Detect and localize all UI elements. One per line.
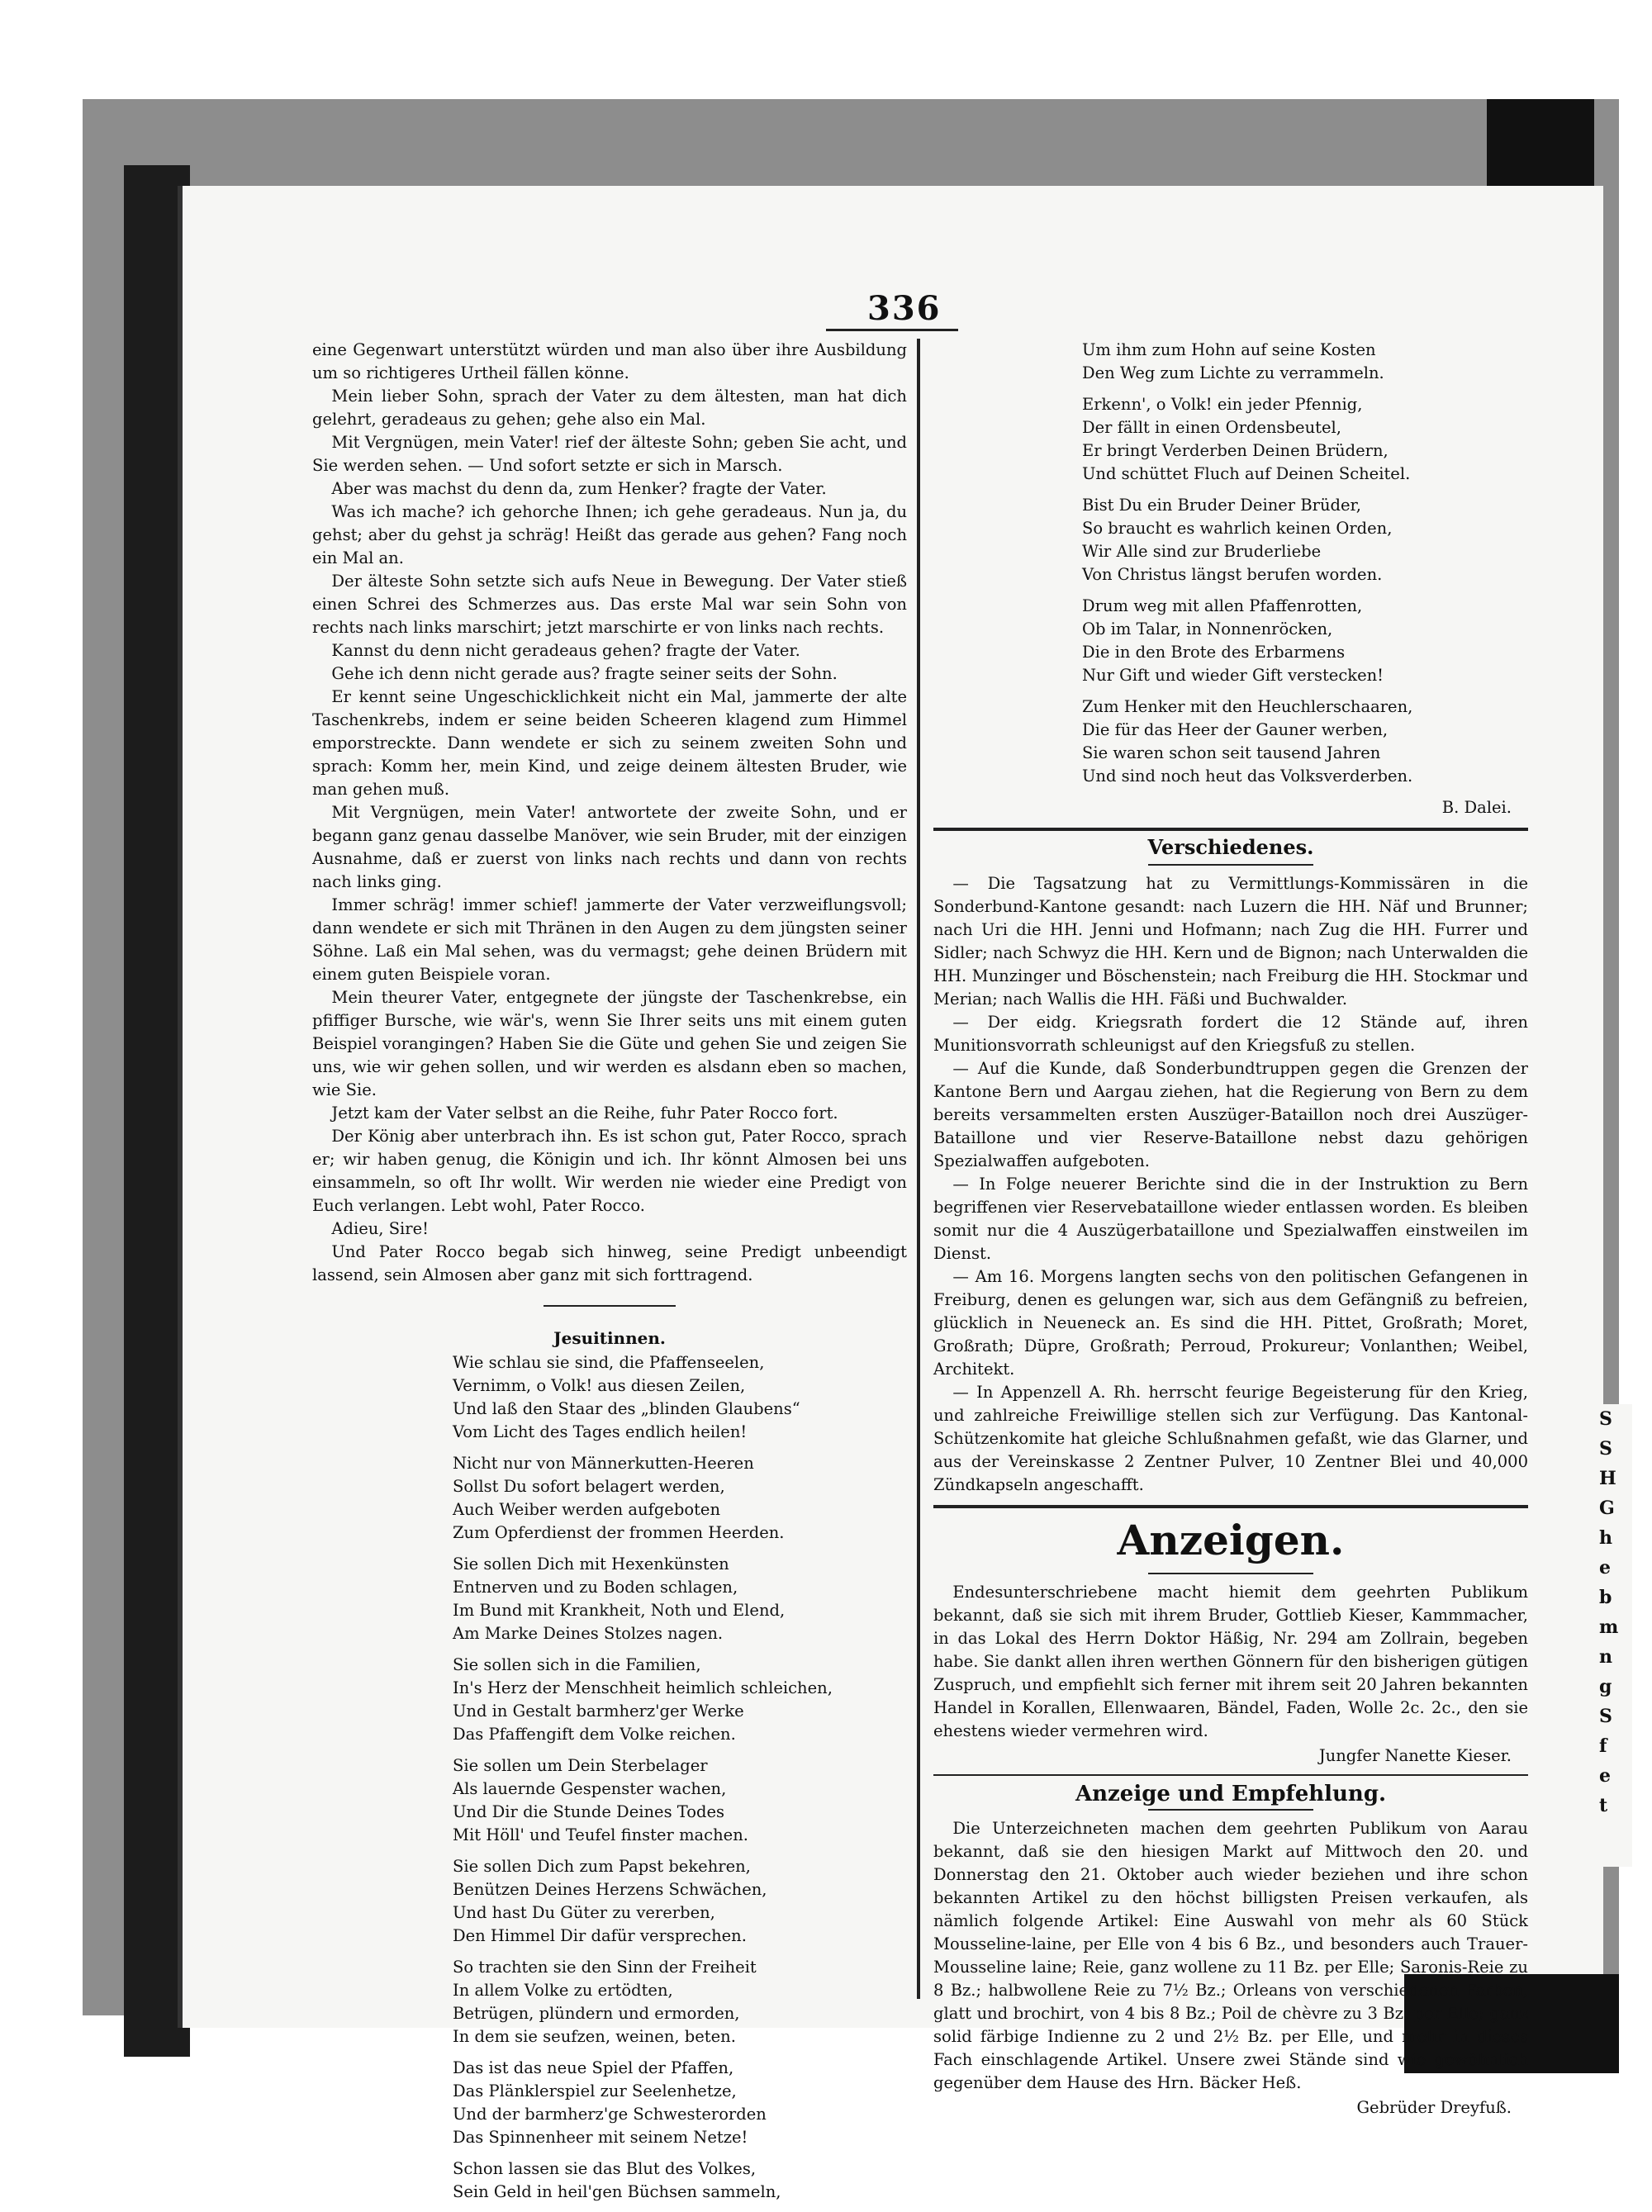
poem-line: Der fällt in einen Ordensbeutel, <box>1082 418 1341 437</box>
poem-line: Und der barmherz'ge Schwesterorden <box>453 2105 767 2124</box>
poem-line: Um ihm zum Hohn auf seine Kosten <box>1082 340 1376 359</box>
column-divider <box>917 339 920 1999</box>
verschiedenes-heading: Verschiedenes. <box>1147 835 1314 859</box>
advertisement-text: Endesunterschriebene macht hiemit dem geehrten Publikum bekannt, daß sie sich mit ihrem Bruder, Gottlieb Kieser, Kammmacher, in das Lokal des Herrn Doktor Häßig, Nr. 294 am Zollrain, begeben habe. Sie dankt allen ihren werthen Gönnern für den bisherigen gütigen Zuspruch, und empfiehlt sich ferner mit ihrem seit 20 Jahren bekannten Handel in Korallen, Ellenwaaren, Bändel, Faden, Wolle 2c. 2c., den sie ehestens wieder vermehren wird. <box>933 1583 1528 1740</box>
poem-line: Sie sollen Dich zum Papst bekehren, <box>453 1857 751 1876</box>
poem-line: Erkenn', o Volk! ein jeder Pfennig, <box>1082 395 1363 414</box>
adjacent-page-fragment <box>1599 1404 1632 1867</box>
poem-line: Und in Gestalt barmherz'ger Werke <box>453 1702 744 1721</box>
poem-line: Bist Du ein Bruder Deiner Brüder, <box>1082 496 1361 515</box>
fragment-letter: b <box>1599 1587 1612 1608</box>
poem-line: Das ist das neue Spiel der Pfaffen, <box>453 2058 734 2077</box>
poem-line: Und hast Du Güter zu vererben, <box>453 1903 715 1922</box>
poem-stanza <box>1082 695 1528 788</box>
poem-separator-rule <box>544 1305 676 1307</box>
section-rule <box>933 1774 1528 1776</box>
news-item: — Am 16. Morgens langten sechs von den politischen Gefangenen in Freiburg, denen es gelungen war, sich aus dem Gefängniß zu befreien, glücklich in Neueneck an. Es sind die HH. Pittet, Großrath; Moret, Großrath; Düpre, Großrath; Perroud, Prokureur; Vonlanthen; Weibel, Architekt. <box>933 1267 1528 1379</box>
story-paragraph: Mein theurer Vater, entgegnete der jüngste der Taschenkrebse, ein pfiffiger Bursche, wie wär's, wenn Sie Ihrer seits uns mit einem guten Beispiel vorangingen? Haben Sie die Güte und gehen Sie und zeigen Sie uns, wie wir gehen sollen, und wir werden es alsdann eben so machen, wie Sie. <box>312 988 907 1099</box>
poem-stanza <box>453 1452 907 1545</box>
poem-line: Und laß den Staar des „blinden Glaubens“ <box>453 1399 800 1418</box>
poem-line: Sie sollen Dich mit Hexenkünsten <box>453 1555 729 1574</box>
poem-title: Jesuitinnen. <box>553 1328 666 1348</box>
poem-line: Am Marke Deines Stolzes nagen. <box>453 1624 724 1643</box>
poem-line: So braucht es wahrlich keinen Orden, <box>1082 519 1393 538</box>
story-paragraph: Mit Vergnügen, mein Vater! rief der älteste Sohn; geben Sie acht, und Sie werden sehen. — Und sofort setzte er sich in Marsch. <box>312 433 907 475</box>
fragment-letter: f <box>1599 1735 1607 1757</box>
fragment-letter: S <box>1599 1706 1612 1727</box>
fragment-letter: e <box>1599 1765 1611 1787</box>
poem-line: Entnerven und zu Boden schlagen, <box>453 1578 738 1597</box>
poem-line: In allem Volke zu ertödten, <box>453 1981 673 2000</box>
scan-border-top <box>1487 99 1594 198</box>
poem-stanza <box>453 1553 907 1645</box>
page-number: 336 <box>867 289 942 328</box>
poem-line: Sollst Du sofort belagert werden, <box>453 1477 725 1496</box>
fragment-letter: g <box>1599 1676 1612 1697</box>
poem-line: Betrügen, plündern und ermorden, <box>453 2004 740 2023</box>
story-paragraph: Adieu, Sire! <box>331 1219 429 1238</box>
poem-line: Das Plänklerspiel zur Seelenhetze, <box>453 2081 737 2100</box>
story-paragraph: Mein lieber Sohn, sprach der Vater zu dem ältesten, man hat dich gelehrt, geradeaus zu gehen; gehe also ein Mal. <box>312 387 907 429</box>
left-column <box>312 339 907 2212</box>
right-column <box>933 339 1528 2119</box>
poem-line: Zum Henker mit den Heuchlerschaaren, <box>1082 697 1413 716</box>
heading-underline <box>1148 1573 1313 1574</box>
poem-line: Sein Geld in heil'gen Büchsen sammeln, <box>453 2182 781 2201</box>
fragment-letter: n <box>1599 1646 1612 1668</box>
poem-line: Vernimm, o Volk! aus diesen Zeilen, <box>453 1376 746 1395</box>
heading-underline <box>1148 864 1313 866</box>
story-paragraph: Immer schräg! immer schief! jammerte der Vater verzweiflungsvoll; dann wendete er sich mit Thränen in den Augen zu dem jüngsten seiner Söhne. Laß ein Mal sehen, was du vermagst; gehe deinen Brüdern mit einem guten Beispiele voran. <box>312 895 907 984</box>
poem-line: Sie waren schon seit tausend Jahren <box>1082 743 1381 762</box>
poem-stanza <box>453 1956 907 2048</box>
story-paragraph: Gehe ich denn nicht gerade aus? fragte seiner seits der Sohn. <box>331 664 838 683</box>
fragment-letter: h <box>1599 1527 1612 1549</box>
poem-line: Das Pfaffengift dem Volke reichen. <box>453 1725 736 1744</box>
story-paragraph: eine Gegenwart unterstützt würden und man also über ihre Ausbildung um so richtigeres Urtheil fällen könne. <box>312 340 907 382</box>
poem-line: Von Christus längst berufen worden. <box>1082 565 1383 584</box>
poem-stanza <box>453 1351 907 1444</box>
poem-stanza <box>453 1654 907 1746</box>
advertisement-signature: Jungfer Nanette Kieser. <box>1318 1746 1512 1765</box>
poem-line: Nur Gift und wieder Gift verstecken! <box>1082 666 1384 685</box>
poem-stanza <box>453 2057 907 2149</box>
news-item: — Der eidg. Kriegsrath fordert die 12 Stände auf, ihren Munitionsvorrath schleunigst auf den Kriegsfuß zu stellen. <box>933 1013 1528 1055</box>
poem-line: So trachten sie den Sinn der Freiheit <box>453 1958 757 1977</box>
poem-line: Den Weg zum Lichte zu verrammeln. <box>1082 363 1384 382</box>
poem-line: Drum weg mit allen Pfaffenrotten, <box>1082 596 1363 615</box>
poem-stanza <box>1082 393 1528 486</box>
story-paragraph: Er kennt seine Ungeschicklichkeit nicht ein Mal, jammerte der alte Taschenkrebs, indem er seine beiden Scheeren klagend zum Himmel emporstreckte. Dann wendete er sich zu seinem zweiten Sohn und sprach: Komm her, mein Kind, und zeige deinem ältesten Bruder, wie man gehen muß. <box>312 687 907 799</box>
news-item: — In Appenzell A. Rh. herrscht feurige Begeisterung für den Krieg, und zahlreiche Freiwillige stellen sich zur Verfügung. Das Kantonal-Schützenkomite hat gleiche Schlußnahmen gefaßt, wie das Glarner, und aus der Vereinskasse 2 Zentner Pulver, 10 Zentner Blei und 40,000 Zündkapseln angeschafft. <box>933 1383 1528 1494</box>
story-paragraph: Aber was machst du denn da, zum Henker? fragte der Vater. <box>331 479 827 498</box>
poem-line: Ob im Talar, in Nonnenröcken, <box>1082 619 1333 638</box>
poem-line: Mit Höll' und Teufel finster machen. <box>453 1825 748 1844</box>
fragment-letter: H <box>1599 1468 1616 1489</box>
fragment-letter: t <box>1599 1795 1608 1816</box>
poem-line: Und sind noch heut das Volksverderben. <box>1082 767 1413 786</box>
advertisement-signature: Gebrüder Dreyfuß. <box>1356 2098 1512 2117</box>
advertisement-text: Die Unterzeichneten machen dem geehrten Publikum von Aarau bekannt, daß sie den hiesigen Markt auf Mittwoch den 20. und Donnerstag den 21. Oktober auch wieder beziehen und ihre schon bekannten Artikel zu den höchst billigsten Preisen verkaufen, als nämlich folgende Artikel: Eine Auswahl von mehr als 60 Stück Mousseline-laine, per Elle von 4 bis 6 Bz., und besonders auch Trauer-Mousseline laine; Reie, ganz wollene zu 11 Bz. per Elle; Saronis-Reie zu 8 Bz.; halbwollene Reie zu 7½ Bz.; Orleans von verschiedenen Farben, glatt und brochirt, von 4 bis 8 Bz.; Poil de chèvre zu 3 Bz. per Elle; ganz solid färbige Indienne zu 2 und 2½ Bz. per Elle, und mehr in dieses Fach einschlagende Artikel. Unsere zwei Stände sind wie gewöhnlich gegenüber dem Hause des Hrn. Bäcker Heß. <box>933 1819 1528 2092</box>
poem-line: In dem sie seufzen, weinen, beten. <box>453 2027 736 2046</box>
poem-line: Schon lassen sie das Blut des Volkes, <box>453 2159 757 2178</box>
poem-stanza <box>453 2157 907 2204</box>
section-rule <box>933 1505 1528 1508</box>
story-paragraph: Der älteste Sohn setzte sich aufs Neue in Bewegung. Der Vater stieß einen Schrei des Schmerzes aus. Das erste Mal war sein Sohn von rechts nach links marschirt; jetzt marschirte er von links nach rechts. <box>312 572 907 637</box>
poem-line: Nicht nur von Männerkutten-Heeren <box>453 1454 754 1473</box>
poem-line: Wir Alle sind zur Bruderliebe <box>1082 542 1322 561</box>
fragment-letter: S <box>1599 1408 1612 1430</box>
fragment-letter: G <box>1599 1498 1615 1519</box>
story-paragraph: Und Pater Rocco begab sich hinweg, seine Predigt unbeendigt lassend, sein Almosen aber ganz mit sich forttragend. <box>312 1242 907 1284</box>
poem-line: Auch Weiber werden aufgeboten <box>453 1500 721 1519</box>
news-item: — Die Tagsatzung hat zu Vermittlungs-Kommissären in die Sonderbund-Kantone gesandt: nach Luzern die HH. Näf und Brunner; nach Uri die HH. Jenni und Hofmann; nach Zug die HH. Furrer und Sidler; nach Schwyz die HH. Kern und de Bignon; nach Unterwalden die HH. Munzinger und Böschenstein; nach Freiburg die HH. Stockmar und Merian; nach Wallis die HH. Fäßi und Buchwalder. <box>933 874 1528 1009</box>
news-item: — Auf die Kunde, daß Sonderbundtruppen gegen die Grenzen der Kantone Bern und Aargau ziehen, hat die Regierung von Bern zu dem bereits versammelten ersten Auszüger-Bataillon noch drei Auszüger-Bataillone und vier Reserve-Bataillone nebst dazu gehörigen Spezialwaffen aufgeboten. <box>933 1059 1528 1170</box>
poem-line: Er bringt Verderben Deinen Brüdern, <box>1082 441 1389 460</box>
fragment-letter: e <box>1599 1557 1611 1578</box>
poem-stanza <box>1082 494 1528 586</box>
page-number-rule <box>826 329 958 331</box>
poem-stanza <box>1082 595 1528 687</box>
poem-line: Benützen Deines Herzens Schwächen, <box>453 1880 767 1899</box>
poem-author: B. Dalei. <box>1441 798 1512 817</box>
poem-line: Den Himmel Dir dafür versprechen. <box>453 1926 747 1945</box>
poem-line: Sie sollen sich in die Familien, <box>453 1655 701 1674</box>
poem-line: Und Dir die Stunde Deines Todes <box>453 1802 725 1821</box>
story-paragraph: Kannst du denn nicht geradeaus gehen? fragte der Vater. <box>331 641 800 660</box>
poem-line: Sie sollen um Dein Sterbelager <box>453 1756 708 1775</box>
fragment-letter: S <box>1599 1438 1612 1460</box>
fragment-letter: m <box>1599 1616 1619 1638</box>
anzeigen-heading: Anzeigen. <box>1117 1516 1345 1564</box>
advertisement-heading: Anzeige und Empfehlung. <box>1075 1782 1387 1806</box>
story-paragraph: Mit Vergnügen, mein Vater! antwortete der zweite Sohn, und er begann ganz genau dasselbe Manöver, wie sein Bruder, mit der einzigen Ausnahme, daß er zuerst von links nach rechts und dann von rechts nach links ging. <box>312 803 907 891</box>
poem-line: Als lauernde Gespenster wachen, <box>453 1779 727 1798</box>
section-rule <box>933 828 1528 831</box>
poem-line: Die in den Brote des Erbarmens <box>1082 643 1346 662</box>
poem-line: In's Herz der Menschheit heimlich schleichen, <box>453 1678 833 1697</box>
poem-line: Zum Opferdienst der frommen Heerden. <box>453 1523 785 1542</box>
poem-line: Das Spinnenheer mit seinem Netze! <box>453 2128 748 2147</box>
poem-line: Vom Licht des Tages endlich heilen! <box>453 1422 748 1441</box>
poem-stanza <box>453 1754 907 1847</box>
poem-line: Die für das Heer der Gauner werben, <box>1082 720 1389 739</box>
news-item: — In Folge neuerer Berichte sind die in der Instruktion zu Bern begriffenen vier Reservebataillone wieder entlassen worden. Es bleiben somit nur die 4 Auszügerbataillone und Spezialwaffen einstweilen im Dienst. <box>933 1175 1528 1263</box>
poem-line: Im Bund mit Krankheit, Noth und Elend, <box>453 1601 786 1620</box>
poem-line: Und schüttet Fluch auf Deinen Scheitel. <box>1082 464 1411 483</box>
story-paragraph: Der König aber unterbrach ihn. Es ist schon gut, Pater Rocco, sprach er; wir haben genug, die Königin und ich. Ihr könnt Almosen bei uns einsammeln, so oft Ihr wollt. Wir werden nie wieder eine Predigt von Euch verlangen. Lebt wohl, Pater Rocco. <box>312 1127 907 1215</box>
heading-underline <box>1148 1809 1313 1811</box>
poem-stanza <box>453 1855 907 1948</box>
poem-line: Wie schlau sie sind, die Pfaffenseelen, <box>453 1353 765 1372</box>
story-paragraph: Was ich mache? ich gehorche Ihnen; ich gehe geradeaus. Nun ja, du gehst; aber du gehst ja schräg! Heißt das gerade aus gehen? Fang noch ein Mal an. <box>312 502 907 567</box>
poem-stanza <box>1082 339 1528 385</box>
story-paragraph: Jetzt kam der Vater selbst an die Reihe, fuhr Pater Rocco fort. <box>331 1104 838 1123</box>
